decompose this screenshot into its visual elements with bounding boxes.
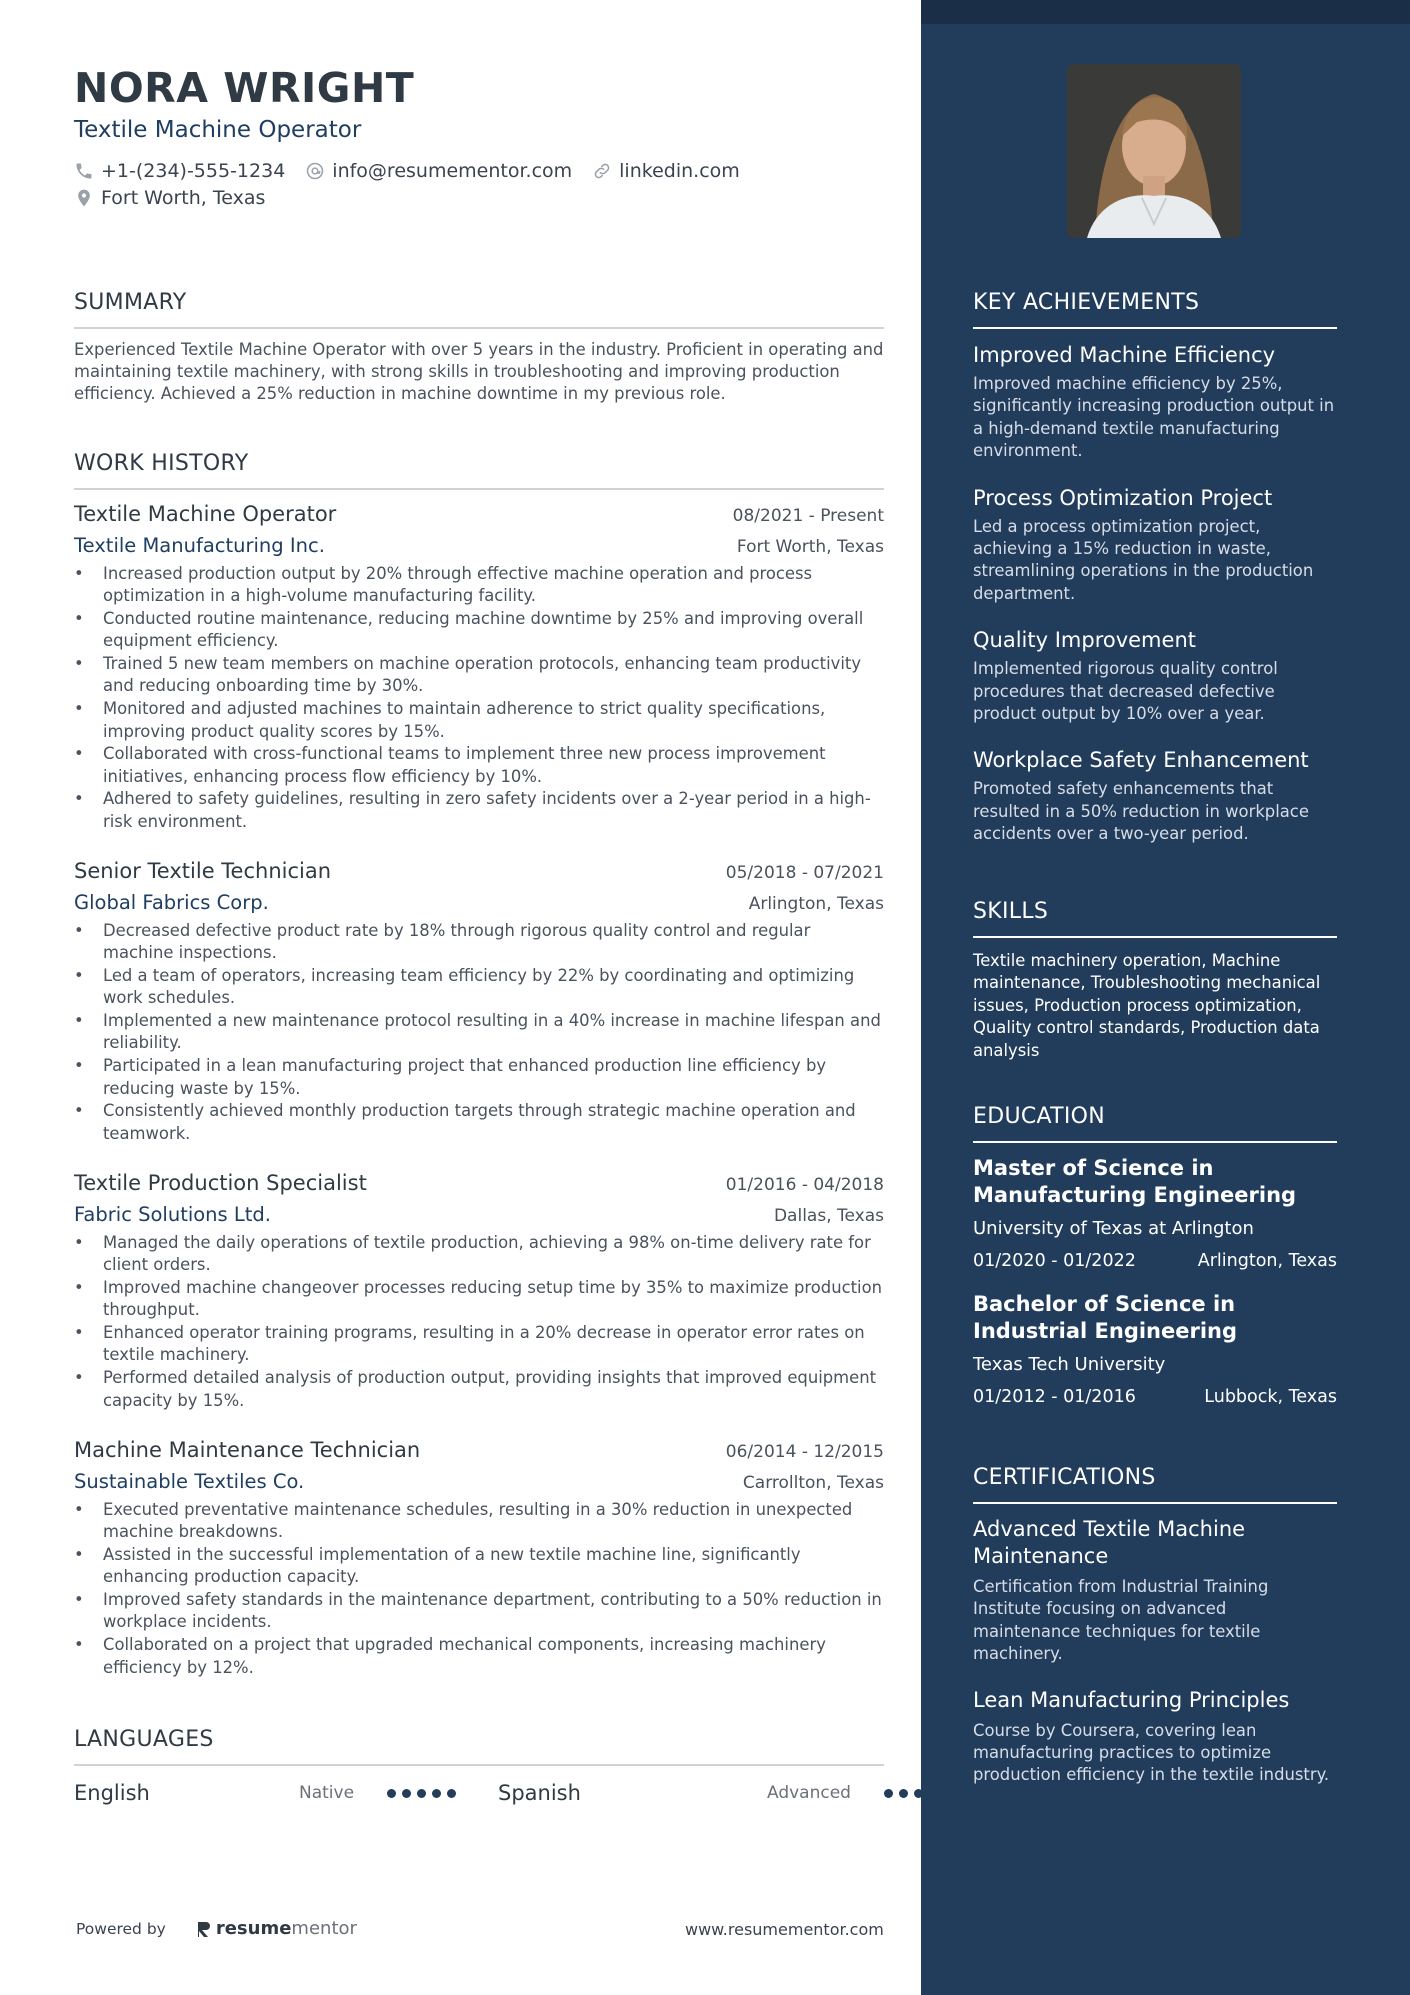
- rating-dot-filled: [447, 1789, 456, 1798]
- education-dates: 01/2020 - 01/2022: [973, 1251, 1136, 1271]
- work-history-section: [74, 451, 884, 490]
- phone-text: +1-(234)-555-1234: [101, 160, 286, 182]
- language-item: [74, 1778, 474, 1808]
- education-degree: Master of Science in Manufacturing Engineering: [973, 1156, 1297, 1207]
- education-heading: EDUCATION: [973, 1104, 1337, 1143]
- phone-icon: [74, 161, 94, 181]
- job-bullet: • Implemented a new maintenance protocol resulting in a 40% increase in machine lifespan and reliability.: [74, 1010, 884, 1055]
- job-title: Textile Production Specialist: [74, 1171, 367, 1195]
- email-contact[interactable]: [305, 160, 572, 182]
- certifications-heading: CERTIFICATIONS: [973, 1465, 1337, 1504]
- achievement-title: Quality Improvement: [973, 628, 1196, 653]
- job-bullet: • Monitored and adjusted machines to maintain adherence to strict quality specifications, improving product quality scores by 15%.: [74, 698, 884, 743]
- linkedin-text: linkedin.com: [619, 160, 740, 182]
- achievement-title: Workplace Safety Enhancement: [973, 748, 1309, 773]
- job-bullet: • Assisted in the successful implementation of a new textile machine line, significantly enhancing production capacity.: [74, 1544, 884, 1589]
- candidate-title: Textile Machine Operator: [74, 117, 362, 143]
- languages-row: [74, 1778, 884, 1808]
- education-degree: Bachelor of Science in Industrial Engineering: [973, 1292, 1238, 1343]
- job-bullet: • Decreased defective product rate by 18% through rigorous quality control and regular machine inspections.: [74, 920, 884, 965]
- job-entry: [74, 859, 884, 1145]
- language-rating: [387, 1789, 462, 1798]
- job-bullets: [74, 1232, 884, 1412]
- job-dates: 05/2018 - 07/2021: [725, 863, 884, 883]
- candidate-name: NORA WRIGHT: [74, 64, 415, 112]
- language-item: [498, 1778, 884, 1808]
- job-bullet: • Increased production output by 20% through effective machine operation and process optimization in a high-volume manufacturing facility.: [74, 563, 884, 608]
- job-bullet: • Collaborated on a project that upgraded mechanical components, increasing machinery efficiency by 12%.: [74, 1634, 884, 1679]
- rating-dot-filled: [417, 1789, 426, 1798]
- job-dates: 08/2021 - Present: [732, 506, 884, 526]
- certification-text: Certification from Industrial Training Institute focusing on advanced maintenance techniques for textile machinery.: [973, 1577, 1269, 1664]
- map-pin-icon: [74, 188, 94, 208]
- job-bullet: • Improved machine changeover processes reducing setup time by 35% to maximize production throughput.: [74, 1277, 884, 1322]
- website-link[interactable]: www.resumementor.com: [685, 1920, 884, 1939]
- certifications-section: [973, 1465, 1337, 1787]
- job-bullets: [74, 563, 884, 833]
- certification-title: Lean Manufacturing Principles: [973, 1687, 1290, 1712]
- summary-section: [74, 290, 884, 405]
- job-location: Arlington, Texas: [748, 894, 884, 914]
- resumementor-logo[interactable]: [196, 1918, 357, 1939]
- job-company: Global Fabrics Corp.: [74, 891, 269, 914]
- job-title: Machine Maintenance Technician: [74, 1438, 421, 1462]
- job-bullet: • Improved safety standards in the maintenance department, contributing to a 50% reduction in workplace incidents.: [74, 1589, 884, 1634]
- job-company: Textile Manufacturing Inc.: [74, 534, 325, 557]
- education-location: Arlington, Texas: [1197, 1251, 1337, 1271]
- certification-title: Advanced Textile Machine Maintenance: [973, 1517, 1246, 1568]
- rating-dot-filled: [884, 1789, 893, 1798]
- achievement-title: Process Optimization Project: [973, 485, 1273, 510]
- job-bullets: [74, 1499, 884, 1679]
- job-location: Fort Worth, Texas: [736, 537, 884, 557]
- skills-section: [973, 899, 1337, 1062]
- certification-text: Course by Coursera, covering lean manufacturing practices to optimize production efficiency in the textile industry.: [973, 1720, 1330, 1785]
- job-entry: [74, 1171, 884, 1412]
- at-icon: [305, 161, 325, 181]
- achievement-text: Implemented rigorous quality control procedures that decreased defective product output by 10% over a year.: [973, 659, 1278, 724]
- job-company: Fabric Solutions Ltd.: [74, 1203, 271, 1226]
- language-name: Spanish: [498, 1781, 581, 1805]
- logo-text-light: mentor: [291, 1918, 357, 1939]
- language-level: Native: [299, 1783, 355, 1803]
- achievement-text: Led a process optimization project, achieving a 15% reduction in waste, streamlining operations in the production department.: [973, 516, 1314, 603]
- languages-heading: LANGUAGES: [74, 1727, 884, 1766]
- job-bullet: • Conducted routine maintenance, reducing machine downtime by 25% and improving overall equipment efficiency.: [74, 608, 884, 653]
- rating-dot-filled: [432, 1789, 441, 1798]
- phone-contact[interactable]: [74, 160, 285, 182]
- job-entry: [74, 502, 884, 834]
- achievements-section: [973, 290, 1337, 846]
- achievements-heading: KEY ACHIEVEMENTS: [973, 290, 1337, 329]
- job-entry: [74, 1438, 884, 1679]
- language-level: Advanced: [767, 1783, 851, 1803]
- footer-powered: [76, 1918, 357, 1939]
- contact-row: [74, 160, 760, 182]
- education-section: [973, 1104, 1337, 1407]
- summary-text: Experienced Textile Machine Operator with over 5 years in the industry. Proficient in operating and maintaining textile machinery, with strong skills in troubleshooting and improving production efficiency. Achieved a 25% reduction in machine downtime in my previous role.: [74, 340, 884, 403]
- powered-by-text: Powered by: [76, 1919, 166, 1938]
- link-icon: [592, 161, 612, 181]
- job-bullet: • Participated in a lean manufacturing project that enhanced production line efficiency by reducing waste by 15%.: [74, 1055, 884, 1100]
- job-bullet: • Performed detailed analysis of production output, providing insights that improved equipment capacity by 15%.: [74, 1367, 884, 1412]
- sidebar-top-band: [921, 0, 1410, 24]
- education-school: Texas Tech University: [973, 1354, 1166, 1375]
- job-dates: 06/2014 - 12/2015: [725, 1442, 884, 1462]
- rating-dot-filled: [402, 1789, 411, 1798]
- logo-icon: [196, 1920, 212, 1938]
- job-title: Senior Textile Technician: [74, 859, 332, 883]
- job-company: Sustainable Textiles Co.: [74, 1470, 305, 1493]
- achievement-text: Promoted safety enhancements that resulted in a 50% reduction in workplace accidents over a two-year period.: [973, 779, 1309, 844]
- job-title: Textile Machine Operator: [74, 502, 337, 526]
- job-dates: 01/2016 - 04/2018: [725, 1175, 884, 1195]
- work-history-heading: WORK HISTORY: [74, 451, 884, 490]
- skills-heading: SKILLS: [973, 899, 1337, 938]
- job-bullet: • Consistently achieved monthly production targets through strategic machine operation and teamwork.: [74, 1100, 884, 1145]
- location-text: Fort Worth, Texas: [101, 187, 266, 209]
- education-school: University of Texas at Arlington: [973, 1218, 1254, 1239]
- achievement-title: Improved Machine Efficiency: [973, 343, 1276, 367]
- education-meta: [973, 1387, 1337, 1407]
- job-bullet: • Managed the daily operations of textile production, achieving a 98% on-time delivery rate for client orders.: [74, 1232, 884, 1277]
- job-bullets: [74, 920, 884, 1145]
- language-name: English: [74, 1781, 150, 1805]
- job-bullet: • Trained 5 new team members on machine operation protocols, enhancing team productivity and reducing onboarding time by 30%.: [74, 653, 884, 698]
- profile-photo: [1067, 64, 1241, 238]
- education-meta: [973, 1251, 1337, 1271]
- education-location: Lubbock, Texas: [1204, 1387, 1337, 1407]
- job-bullet: • Collaborated with cross-functional teams to implement three new process improvement initiatives, enhancing process flow efficiency by 10%.: [74, 743, 884, 788]
- logo-text-bold: resume: [215, 1918, 292, 1939]
- skills-text: Textile machinery operation, Machine maintenance, Troubleshooting mechanical issues, Production process optimization, Quality control standards, Production data analysis: [973, 951, 1321, 1060]
- linkedin-contact[interactable]: [592, 160, 740, 182]
- location-row: [74, 187, 285, 209]
- job-bullet: • Led a team of operators, increasing team efficiency by 22% by coordinating and optimizing work schedules.: [74, 965, 884, 1010]
- email-text: info@resumementor.com: [332, 160, 573, 182]
- languages-section: [74, 1727, 884, 1766]
- rating-dot-filled: [387, 1789, 396, 1798]
- education-dates: 01/2012 - 01/2016: [973, 1387, 1136, 1407]
- job-bullet: • Enhanced operator training programs, resulting in a 20% decrease in operator error rates on textile machinery.: [74, 1322, 884, 1367]
- sidebar: [921, 0, 1410, 1995]
- location-contact: [74, 187, 265, 209]
- rating-dot-filled: [899, 1789, 908, 1798]
- job-bullet: • Adhered to safety guidelines, resulting in zero safety incidents over a 2-year period in a high-risk environment.: [74, 788, 884, 833]
- job-location: Carrollton, Texas: [742, 1473, 884, 1493]
- summary-heading: SUMMARY: [74, 290, 884, 329]
- job-bullet: • Executed preventative maintenance schedules, resulting in a 30% reduction in unexpected machine breakdowns.: [74, 1499, 884, 1544]
- job-location: Dallas, Texas: [773, 1206, 884, 1226]
- achievement-text: Improved machine efficiency by 25%, significantly increasing production output in a high-demand textile manufacturing environment.: [973, 374, 1335, 461]
- avatar: [1067, 64, 1241, 238]
